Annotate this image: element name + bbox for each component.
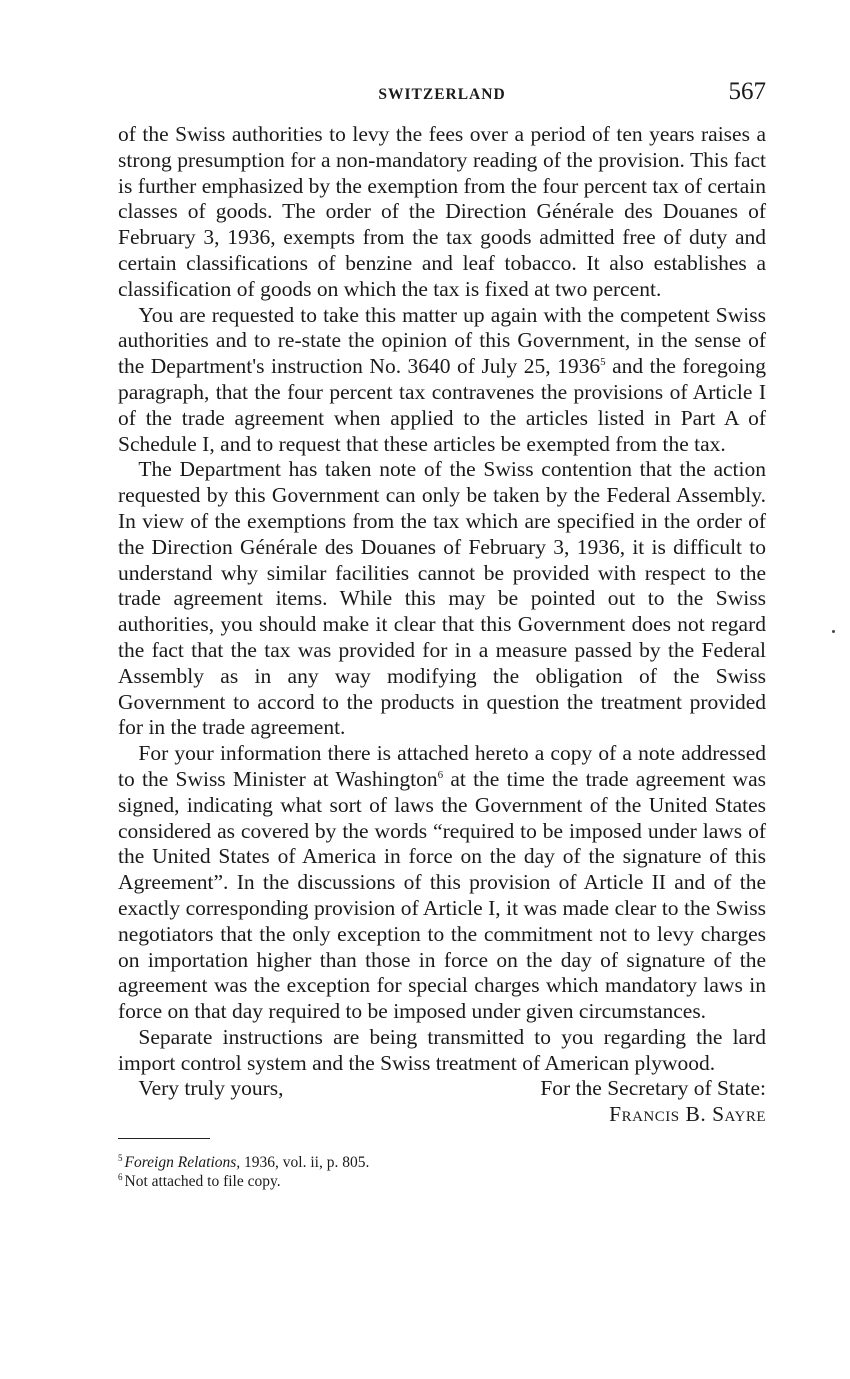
paragraph-continued [118, 122, 766, 303]
paragraph-text: Separate instructions are being transmitted to you regarding the lard import control system and the Swiss treatment of American plywood. [118, 1024, 766, 1075]
footnote-citation-title: Foreign Relations, [124, 1154, 241, 1172]
paragraph-text: at the time the trade agreement was signed, indicating what sort of laws the Government of the United States considered as covered by the words “required to be imposed under laws of the United States of America in force on the day of the signature of this Agreement”. In the discussions of this provision of Article II and of the exactly corresponding provision of Article I, it was made clear to the Swiss negotiators that the only exception to the commitment not to levy charges on importation higher than those in force on the day of signature of the agreement was the exception for special charges which mandatory laws in force on that day required to be imposed under given circumstances. [118, 766, 766, 1024]
page-number: 567 [728, 78, 766, 105]
running-title: SWITZERLAND [378, 86, 506, 103]
paragraph-request [118, 303, 766, 458]
footnote-text: Not attached to file copy. [124, 1173, 281, 1191]
closing-block [118, 1076, 766, 1128]
paragraph-text: and the foregoing paragraph, that the four percent tax contravenes the provisions of Article I of the trade agreement when applied to the articles listed in Part A of Schedule I, and to request that these articles be exempted from the tax. [118, 354, 766, 456]
footnote-mark: 5 [118, 1153, 123, 1164]
footnote-ref-6: 6 [437, 768, 444, 781]
salutation: Very truly yours, [138, 1076, 284, 1101]
footnote-divider [118, 1138, 210, 1139]
paragraph-information [118, 741, 766, 1025]
footnotes [118, 1153, 766, 1191]
footnote-6 [118, 1172, 766, 1191]
signature-name: Francis B. Sayre [609, 1102, 766, 1127]
paragraph-text: For your information there is attached hereto a copy of a note addressed to the Swiss Minister at Washington [118, 741, 766, 791]
scan-speck [832, 630, 835, 633]
running-head [118, 78, 766, 110]
paragraph-text: You are requested to take this matter up again with the competent Swiss authorities and to re-state the opinion of this Government, in the sense of the Department's instruction No. 3640 of July 25, 1936 [118, 302, 766, 379]
paragraph-text: The Department has taken note of the Swiss contention that the action requested by this Government can only be taken by the Federal Assembly. In view of the exemptions from the tax which are specified in the order of the Direction Générale des Douanes of February 3, 1936, it is difficult to understand why similar facilities cannot be provided with respect to the trade agreement items. While this may be pointed out to the Swiss authorities, you should make it clear that this Government does not regard the fact that the tax was provided for in a measure passed by the Federal Assembly as in any way modifying the obligation of the Swiss Government to accord to the products in question the treatment provided for in the trade agreement. [118, 457, 766, 740]
footnote-ref-5: 5 [600, 356, 606, 369]
for-secretary-line: For the Secretary of State: [540, 1076, 766, 1101]
footnote-5 [118, 1153, 766, 1172]
body-text [118, 122, 766, 1076]
footnote-text: 1936, vol. ii, p. 805. [240, 1154, 370, 1172]
paragraph-separate-instructions [118, 1025, 766, 1077]
paragraph-department [118, 457, 766, 741]
paragraph-text: of the Swiss authorities to levy the fees over a period of ten years raises a strong presumption for a non-mandatory reading of the provision. This fact is further emphasized by the exemption from the four percent tax of certain classes of goods. The order of the Direction Générale des Douanes of February 3, 1936, exempts from the tax goods admitted free of duty and certain classifications of benzine and leaf tobacco. It also establishes a classification of goods on which the tax is fixed at two percent. [118, 122, 766, 301]
document-page [118, 78, 766, 1191]
footnote-mark: 6 [118, 1172, 123, 1183]
